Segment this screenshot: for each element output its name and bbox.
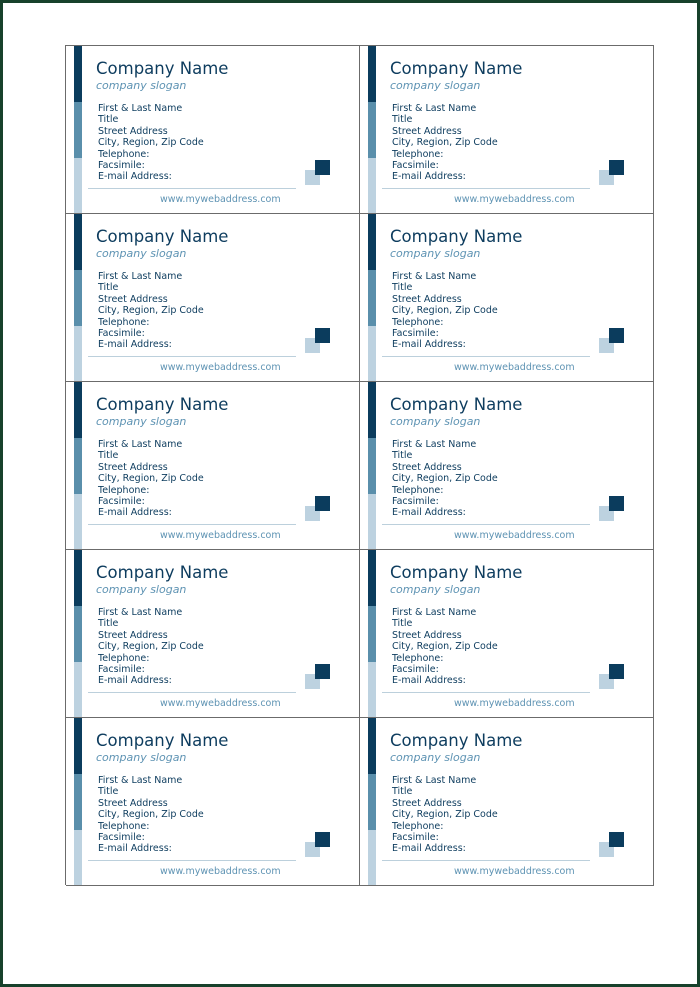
contact-facsimile: Facsimile: [98,832,145,844]
stripe-mid [74,606,82,662]
divider-line [88,860,296,861]
company-name: Company Name [96,59,229,78]
contact-email: E-mail Address: [98,171,172,183]
contact-email: E-mail Address: [98,675,172,687]
business-card [66,718,360,886]
contact-name: First & Last Name [98,607,183,618]
contact-city: City, Region, Zip Code [392,641,498,653]
website-url: www.mywebaddress.com [454,866,575,877]
company-name: Company Name [390,731,523,750]
company-name: Company Name [96,395,229,414]
stripe-light [74,158,82,214]
contact-email: E-mail Address: [392,507,466,519]
company-slogan: company slogan [390,247,481,260]
contact-telephone: Telephone: [98,820,150,832]
contact-telephone: Telephone: [392,316,444,328]
contact-city: City, Region, Zip Code [98,809,204,821]
contact-name: First & Last Name [392,607,477,618]
logo-square-dark [609,664,624,679]
contact-email: E-mail Address: [392,675,466,687]
stripe-light [368,326,376,382]
website-url: www.mywebaddress.com [160,698,281,709]
divider-line [382,860,590,861]
contact-name: First & Last Name [392,103,477,114]
website-url: www.mywebaddress.com [160,362,281,373]
stripe-dark [368,550,376,606]
contact-details [98,271,204,351]
contact-details [98,607,204,687]
contact-title: Title [392,114,413,126]
company-slogan: company slogan [96,415,187,428]
contact-street: Street Address [98,461,168,473]
contact-city: City, Region, Zip Code [98,641,204,653]
contact-city: City, Region, Zip Code [98,305,204,317]
logo-square-dark [315,832,330,847]
contact-city: City, Region, Zip Code [98,473,204,485]
contact-street: Street Address [392,629,462,641]
divider-line [88,356,296,357]
stripe-light [74,830,82,886]
business-card [66,46,360,214]
logo-square-dark [609,160,624,175]
logo-square-dark [315,496,330,511]
stripe-mid [368,270,376,326]
divider-line [88,524,296,525]
contact-telephone: Telephone: [98,484,150,496]
contact-email: E-mail Address: [392,843,466,855]
contact-telephone: Telephone: [98,148,150,160]
business-card [360,718,654,886]
company-name: Company Name [96,227,229,246]
contact-title: Title [98,450,119,462]
contact-name: First & Last Name [392,439,477,450]
stripe-mid [74,270,82,326]
website-url: www.mywebaddress.com [454,362,575,373]
contact-city: City, Region, Zip Code [392,137,498,149]
stripe-light [368,158,376,214]
contact-telephone: Telephone: [392,148,444,160]
stripe-mid [368,774,376,830]
contact-title: Title [98,114,119,126]
contact-details [392,271,498,351]
stripe-light [74,494,82,550]
contact-facsimile: Facsimile: [392,664,439,676]
website-url: www.mywebaddress.com [454,194,575,205]
stripe-dark [74,550,82,606]
business-card [66,550,360,718]
contact-details [392,103,498,183]
business-card [360,46,654,214]
contact-facsimile: Facsimile: [98,496,145,508]
website-url: www.mywebaddress.com [454,530,575,541]
website-url: www.mywebaddress.com [160,194,281,205]
contact-title: Title [392,618,413,630]
company-name: Company Name [96,563,229,582]
company-slogan: company slogan [390,583,481,596]
contact-name: First & Last Name [392,775,477,786]
stripe-mid [368,606,376,662]
contact-street: Street Address [392,461,462,473]
contact-details [98,439,204,519]
contact-facsimile: Facsimile: [392,328,439,340]
contact-telephone: Telephone: [392,820,444,832]
company-name: Company Name [390,563,523,582]
company-slogan: company slogan [96,247,187,260]
contact-street: Street Address [98,293,168,305]
business-card-sheet [65,45,654,885]
contact-details [392,607,498,687]
company-name: Company Name [96,731,229,750]
stripe-light [368,830,376,886]
contact-name: First & Last Name [392,271,477,282]
contact-street: Street Address [392,293,462,305]
website-url: www.mywebaddress.com [160,530,281,541]
stripe-dark [74,214,82,270]
stripe-mid [74,102,82,158]
contact-name: First & Last Name [98,271,183,282]
company-name: Company Name [390,227,523,246]
contact-facsimile: Facsimile: [392,496,439,508]
contact-city: City, Region, Zip Code [392,305,498,317]
contact-street: Street Address [392,797,462,809]
stripe-dark [74,382,82,438]
stripe-mid [368,102,376,158]
contact-details [392,775,498,855]
company-name: Company Name [390,59,523,78]
company-slogan: company slogan [390,751,481,764]
contact-title: Title [98,618,119,630]
contact-details [98,103,204,183]
business-card [66,214,360,382]
divider-line [88,692,296,693]
contact-name: First & Last Name [98,775,183,786]
business-card [360,550,654,718]
contact-details [98,775,204,855]
contact-title: Title [98,786,119,798]
stripe-mid [74,438,82,494]
contact-email: E-mail Address: [98,507,172,519]
logo-square-dark [315,160,330,175]
divider-line [382,188,590,189]
website-url: www.mywebaddress.com [160,866,281,877]
logo-square-dark [609,328,624,343]
divider-line [88,188,296,189]
contact-facsimile: Facsimile: [98,160,145,172]
company-slogan: company slogan [390,79,481,92]
company-slogan: company slogan [96,751,187,764]
contact-city: City, Region, Zip Code [392,809,498,821]
contact-title: Title [392,450,413,462]
logo-square-dark [609,496,624,511]
business-card [360,382,654,550]
contact-title: Title [392,786,413,798]
website-url: www.mywebaddress.com [454,698,575,709]
company-name: Company Name [390,395,523,414]
business-card [66,382,360,550]
contact-name: First & Last Name [98,103,183,114]
contact-telephone: Telephone: [98,652,150,664]
company-slogan: company slogan [96,79,187,92]
logo-square-dark [315,664,330,679]
stripe-light [74,662,82,718]
logo-square-dark [315,328,330,343]
contact-email: E-mail Address: [98,339,172,351]
contact-telephone: Telephone: [98,316,150,328]
stripe-mid [74,774,82,830]
contact-facsimile: Facsimile: [392,160,439,172]
stripe-light [368,662,376,718]
contact-city: City, Region, Zip Code [392,473,498,485]
contact-email: E-mail Address: [392,339,466,351]
stripe-dark [74,46,82,102]
contact-telephone: Telephone: [392,484,444,496]
divider-line [382,692,590,693]
divider-line [382,356,590,357]
contact-details [392,439,498,519]
contact-facsimile: Facsimile: [392,832,439,844]
contact-telephone: Telephone: [392,652,444,664]
stripe-light [74,326,82,382]
stripe-dark [368,382,376,438]
stripe-mid [368,438,376,494]
contact-email: E-mail Address: [98,843,172,855]
stripe-dark [368,214,376,270]
stripe-light [368,494,376,550]
contact-street: Street Address [98,629,168,641]
contact-street: Street Address [98,125,168,137]
contact-facsimile: Facsimile: [98,664,145,676]
stripe-dark [368,718,376,774]
logo-square-dark [609,832,624,847]
stripe-dark [368,46,376,102]
contact-street: Street Address [98,797,168,809]
contact-facsimile: Facsimile: [98,328,145,340]
contact-title: Title [392,282,413,294]
contact-street: Street Address [392,125,462,137]
contact-email: E-mail Address: [392,171,466,183]
stripe-dark [74,718,82,774]
company-slogan: company slogan [390,415,481,428]
contact-city: City, Region, Zip Code [98,137,204,149]
company-slogan: company slogan [96,583,187,596]
business-card [360,214,654,382]
contact-title: Title [98,282,119,294]
divider-line [382,524,590,525]
contact-name: First & Last Name [98,439,183,450]
